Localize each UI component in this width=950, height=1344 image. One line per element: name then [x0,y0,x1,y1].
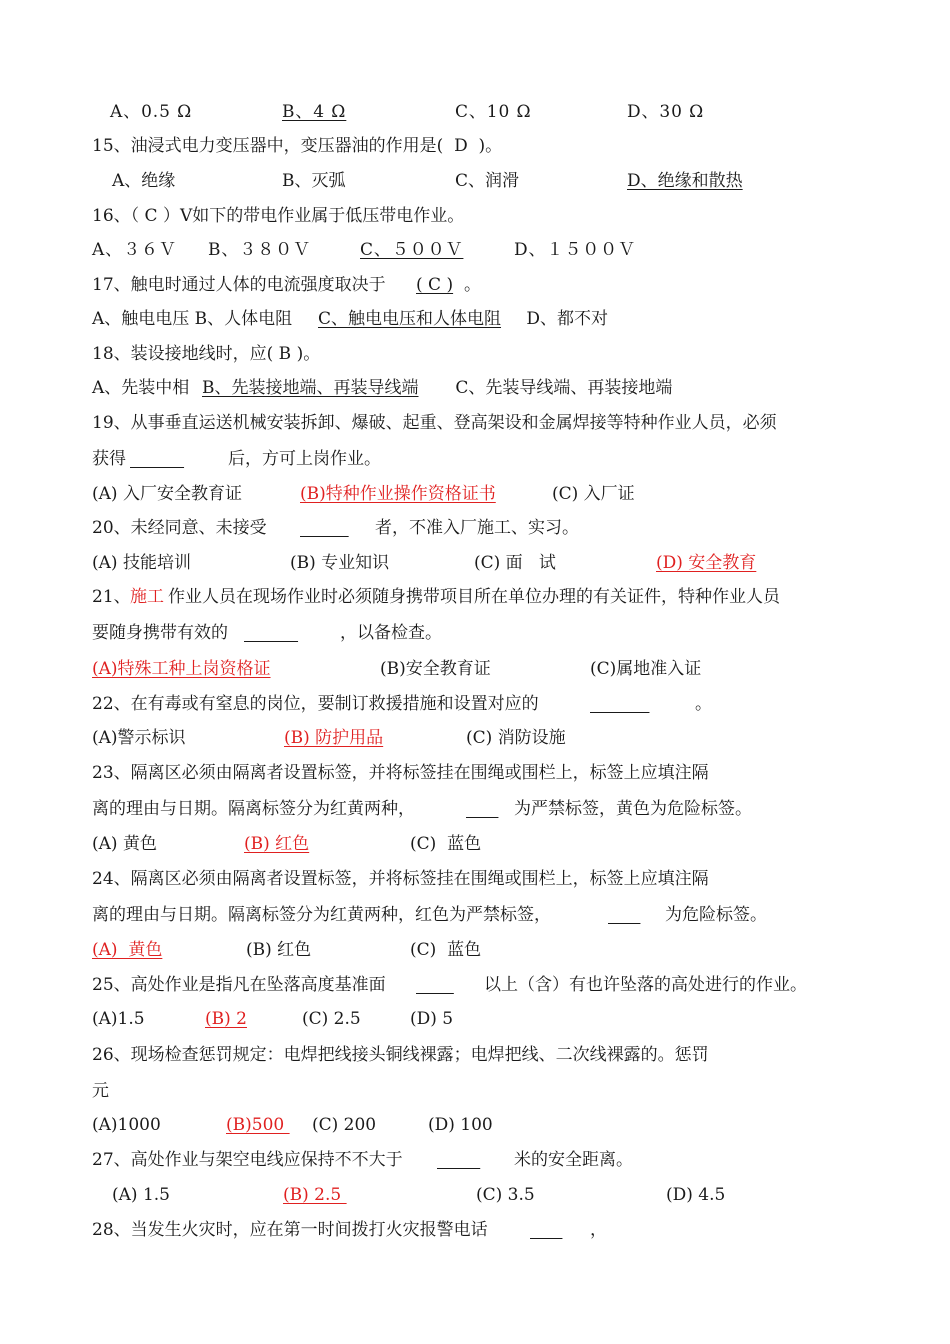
text-segment: (B)安全教育证 [380,659,491,679]
text-line [0,970,950,1000]
text-segment: (B) 红色 [246,940,312,960]
text-segment: A、３６Ｖ [92,240,177,260]
highlighted-answer: (B)特种作业操作资格证书 [300,484,496,504]
text-segment: (D) 5 [410,1009,454,1029]
text-line [0,304,950,334]
text-line [0,201,950,231]
text-segment: 离的理由与日期。隔离标签分为红黄两种，红色为严禁标签， [92,905,551,925]
answer-blank [590,689,649,719]
text-segment: 23、隔离区必须由隔离者设置标签，并将标签挂在围绳或围栏上，标签上应填注隔 [92,763,709,783]
text-segment: C、润滑 [455,171,520,191]
text-line [0,270,950,300]
text-segment: 为严禁标签，黄色为危险标签。 [514,799,752,819]
text-segment: (A) 技能培训 [92,553,191,573]
text-segment: (A)1000 [92,1115,161,1135]
text-segment: (C)属地准入证 [590,659,702,679]
answer-blank [300,513,349,543]
text-segment: A、绝缘 [112,171,176,191]
text-segment: D、绝缘和散热 [627,171,743,191]
text-segment: (A)1.5 [92,1009,145,1029]
text-segment: B、先装接地端、再装导线端 [202,378,419,398]
text-segment: 16、（ C ）V如下的带电作业属于低压带电作业。 [92,206,465,226]
text-segment: 19、从事垂直运送机械安装拆卸、爆破、起重、登高架设和金属焊接等特种作业人员，必须 [92,413,777,433]
text-segment: ( C ) [416,275,454,295]
highlighted-answer: (A)特殊工种上岗资格证 [92,659,271,679]
text-line [0,829,950,859]
text-line [0,758,950,788]
text-line [0,654,950,684]
text-line [0,1145,950,1175]
text-line [0,548,950,578]
text-segment: B、4 Ω [282,102,347,122]
answer-blank [530,1215,562,1245]
text-segment: D、都不对 [521,309,609,329]
text-line [0,1040,950,1070]
text-segment: 22、在有毒或有窒息的岗位，要制订救援措施和设置对应的 [92,694,539,714]
text-segment: (C) 消防设施 [466,728,566,748]
text-segment: B、灭弧 [282,171,346,191]
text-segment: (C) 2.5 [302,1009,361,1029]
text-line [0,689,950,719]
text-segment: 获得 [92,449,126,469]
text-segment: 。 [464,275,481,295]
answer-blank [466,794,498,824]
text-segment: (D) 100 [428,1115,493,1135]
text-line [0,1110,950,1140]
highlighted-answer: (B) 2 [205,1009,247,1029]
text-segment: 米的安全距离。 [514,1150,633,1170]
answer-blank [437,1145,480,1175]
answer-blank [608,900,640,930]
text-line [0,235,950,265]
text-segment: 离的理由与日期。隔离标签分为红黄两种， [92,799,415,819]
highlighted-answer: (B) 红色 [244,834,310,854]
highlighted-answer: (B)500 [226,1115,290,1135]
text-segment: D、１５００Ｖ [514,240,636,260]
text-line [0,1004,950,1034]
text-segment: (A) 黄色 [92,834,157,854]
text-segment: 17、触电时通过人体的电流强度取决于 [92,275,386,295]
text-segment: A、0.5 Ω [110,102,193,122]
text-segment: 18、装设接地线时，应( B )。 [92,344,321,364]
text-line [0,935,950,965]
text-segment: 为危险标签。 [665,905,767,925]
text-segment: (C) 蓝色 [410,834,482,854]
text-segment: 作业人员在现场作业时必须随身携带项目所在单位办理的有关证件，特种作业人员 [168,587,780,607]
text-segment: 27、高处作业与架空电线应保持不不大于 [92,1150,403,1170]
text-line [0,479,950,509]
text-line [0,1215,950,1245]
answer-blank [416,970,454,1000]
highlighted-answer: (D) 安全教育 [656,553,757,573]
text-segment: (C) 面 试 [474,553,556,573]
text-line [0,408,950,438]
highlighted-answer: 施工 [130,587,164,607]
text-line [0,1076,950,1106]
text-segment: (D) 4.5 [666,1185,726,1205]
text-segment: C、先装导线端、再装接地端 [450,378,673,398]
text-segment: 以上（含）有也许坠落的高处进行的作业。 [484,975,807,995]
text-segment: 25、高处作业是指凡在坠落高度基准面 [92,975,386,995]
text-segment: B、３８０Ｖ [208,240,311,260]
text-line [0,900,950,930]
text-line [0,131,950,161]
text-segment: 26、现场检查惩罚规定：电焊把线接头铜线裸露；电焊把线、二次线裸露的。惩罚 [92,1045,709,1065]
answer-blank [244,618,298,648]
text-segment: 20、未经同意、未接受 [92,518,267,538]
text-line [0,618,950,648]
text-segment: 21、 [92,587,131,607]
text-line [0,1180,950,1210]
text-segment: 后，方可上岗作业。 [228,449,381,469]
text-segment: 元 [92,1081,109,1101]
text-line [0,582,950,612]
text-segment: ，以备检查。 [340,623,442,643]
text-segment: A、先装中相 [92,378,195,398]
text-line [0,794,950,824]
text-segment: (B) 专业知识 [290,553,390,573]
text-segment: 者，不准入厂施工、实习。 [375,518,579,538]
highlighted-answer: (B) 2.5 [283,1185,347,1205]
text-segment: 要随身携带有效的 [92,623,228,643]
text-segment: (A) 1.5 [112,1185,170,1205]
text-segment: (A) 入厂安全教育证 [92,484,242,504]
text-segment: 。 [695,694,712,714]
text-line [0,723,950,753]
text-line [0,513,950,543]
text-segment: (A)警示标识 [92,728,186,748]
text-segment: (C) 入厂证 [552,484,635,504]
text-segment: (C) 蓝色 [410,940,482,960]
text-line [0,444,950,474]
text-segment: 24、隔离区必须由隔离者设置标签，并将标签挂在围绳或围栏上，标签上应填注隔 [92,869,709,889]
text-segment: (C) 200 [312,1115,377,1135]
text-segment: 15、油浸式电力变压器中，变压器油的作用是( D )。 [92,136,503,156]
text-segment: C、10 Ω [455,102,532,122]
text-line [0,166,950,196]
text-segment: ， [590,1220,607,1240]
text-line [0,373,950,403]
text-segment: 28、当发生火灾时，应在第一时间拨打火灾报警电话 [92,1220,488,1240]
highlighted-answer: (B) 防护用品 [284,728,384,748]
text-segment: C、５００Ｖ [360,240,464,260]
text-line [0,97,950,127]
text-line [0,339,950,369]
text-segment: (C) 3.5 [476,1185,535,1205]
highlighted-answer: (A) 黄色 [92,940,163,960]
text-line [0,864,950,894]
text-segment: A、触电电压 B、人体电阻 [92,309,298,329]
text-segment: D、30 Ω [627,102,705,122]
text-segment: C、触电电压和人体电阻 [318,309,502,329]
answer-blank [130,444,184,474]
